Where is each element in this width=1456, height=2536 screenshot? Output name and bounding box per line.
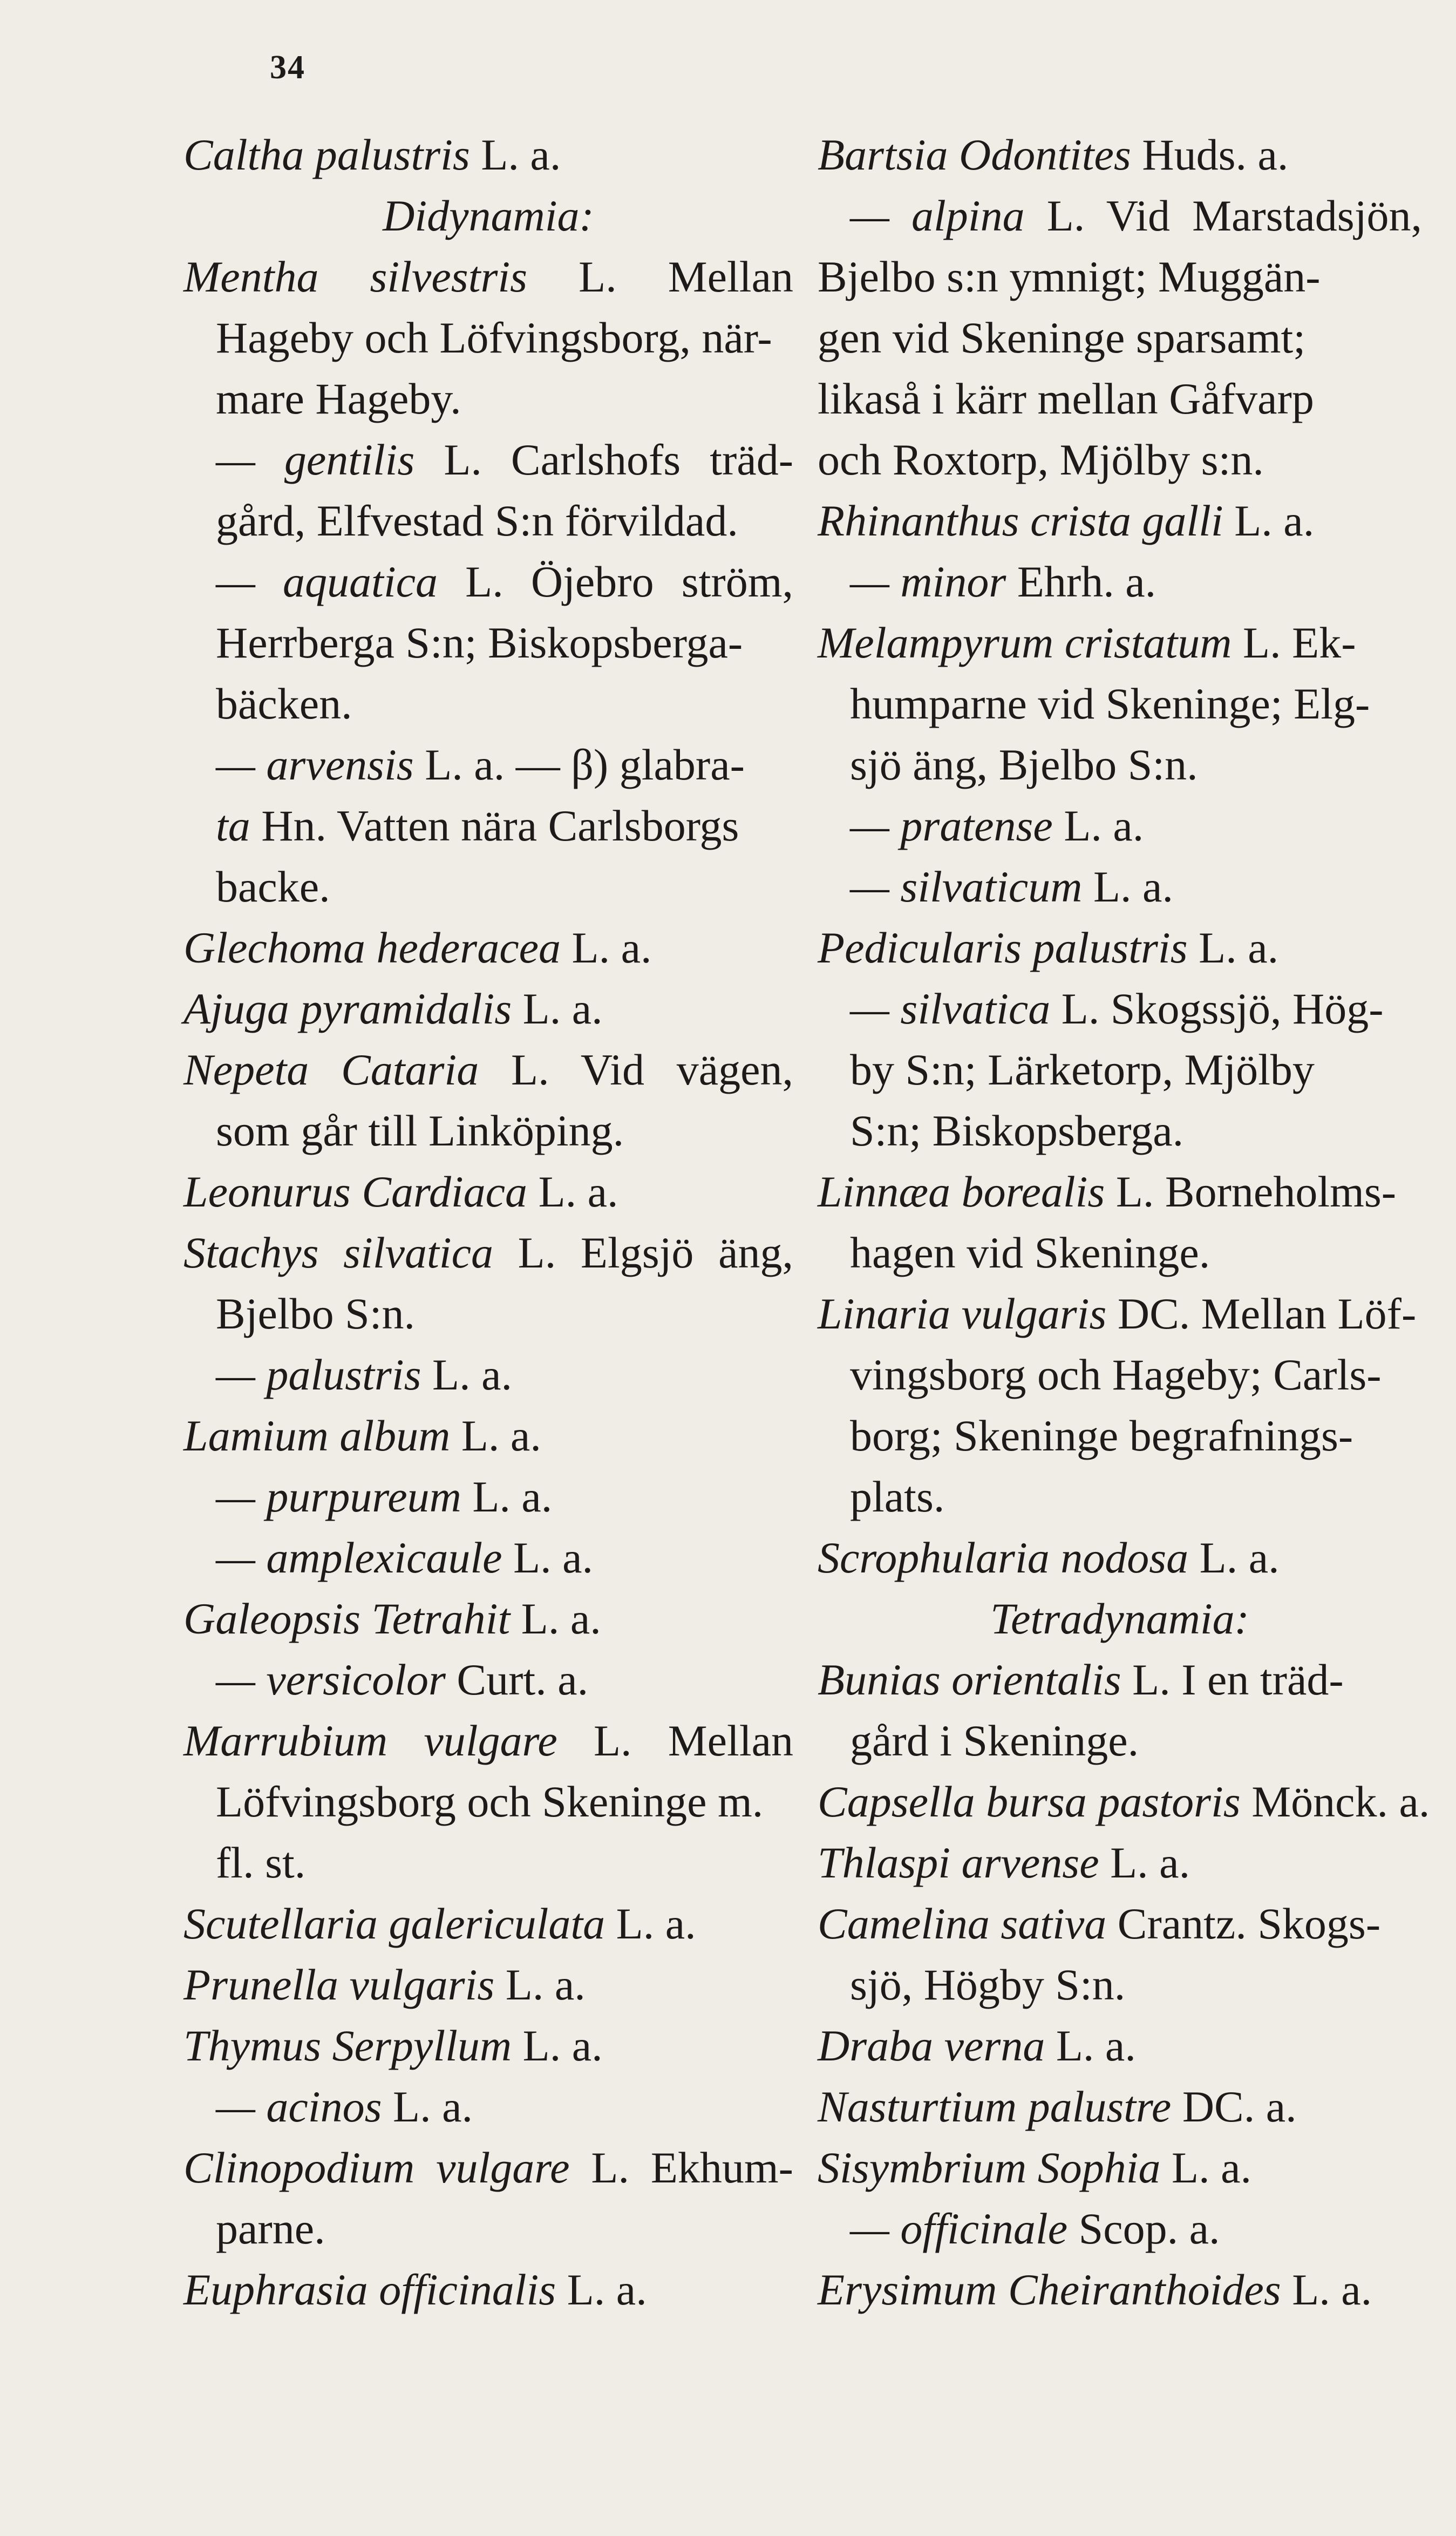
entry-text: sjö, Högby S:n. xyxy=(850,1960,1126,2009)
text-line xyxy=(183,2076,793,2137)
species-name: Bartsia Odontites xyxy=(818,130,1131,179)
text-line xyxy=(183,2259,793,2320)
text-line xyxy=(183,1161,793,1222)
species-name: Capsella bursa pastoris xyxy=(818,1777,1241,1826)
text-line xyxy=(818,1710,1422,1771)
entry-text: L. Carlshofs träd- xyxy=(414,435,793,484)
text-line xyxy=(183,1588,793,1649)
entry-text: L. a. xyxy=(450,1411,541,1460)
text-line xyxy=(183,612,793,673)
entry-text: Hn. Vatten nära Carlsborgs xyxy=(250,801,739,850)
text-line xyxy=(818,917,1422,978)
text-line xyxy=(818,1771,1430,1832)
entry-text: L. a. xyxy=(1223,496,1315,545)
species-name: — acinos xyxy=(216,2082,382,2131)
text-line xyxy=(818,124,1422,185)
species-name: Didynamia: xyxy=(383,191,594,240)
text-line xyxy=(818,185,1422,246)
entry-text: L. a. xyxy=(605,1899,696,1948)
page-number: 34 xyxy=(270,49,305,86)
entry-text: DC. Mellan Löf- xyxy=(1106,1289,1417,1338)
species-name: Ajuga pyramidalis xyxy=(183,984,512,1033)
text-line xyxy=(183,856,793,917)
text-line xyxy=(183,185,793,246)
entry-text: L. a. xyxy=(382,2082,473,2131)
text-line xyxy=(183,917,793,978)
text-line xyxy=(818,2198,1422,2259)
species-name: — palustris xyxy=(216,1350,421,1399)
entry-text: Ehrh. a. xyxy=(1006,557,1156,606)
species-name: — alpina xyxy=(850,191,1025,240)
species-name: — arvensis xyxy=(216,740,414,789)
entry-text: mare Hageby. xyxy=(216,374,461,423)
text-line xyxy=(183,1710,793,1771)
species-name: — pratense xyxy=(850,801,1053,850)
entry-text: gen vid Skeninge sparsamt; xyxy=(818,313,1306,362)
text-line xyxy=(818,1405,1422,1466)
entry-text: L. Mellan xyxy=(557,1716,793,1765)
entry-text: L. a. xyxy=(1281,2265,1372,2314)
species-name: Scutellaria galericulata xyxy=(183,1899,605,1948)
text-line xyxy=(818,734,1422,795)
text-line xyxy=(183,429,793,490)
entry-text: Herrberga S:n; Biskopsberga- xyxy=(216,618,743,667)
entry-text: Curt. a. xyxy=(445,1655,589,1704)
entry-text: L. a. xyxy=(512,984,603,1033)
text-line xyxy=(183,1344,793,1405)
left-column xyxy=(183,124,793,2320)
entry-text: L. a. xyxy=(510,1594,601,1643)
text-line xyxy=(183,490,793,551)
text-line xyxy=(183,246,793,307)
text-line xyxy=(818,551,1422,612)
text-line xyxy=(183,368,793,429)
text-line xyxy=(818,673,1422,734)
entry-text: L. Skogssjö, Hög- xyxy=(1050,984,1384,1033)
entry-text: L. Öjebro ström, xyxy=(438,557,793,606)
text-line xyxy=(818,612,1422,673)
species-name: — minor xyxy=(850,557,1006,606)
species-name: Bunias orientalis xyxy=(818,1655,1121,1704)
text-line xyxy=(183,1100,793,1161)
entry-text: Löfvingsborg och Skeninge m. xyxy=(216,1777,764,1826)
text-line xyxy=(818,1283,1422,1344)
entry-text: som går till Linköping. xyxy=(216,1106,624,1155)
entry-text: gård, Elfvestad S:n förvildad. xyxy=(216,496,738,545)
species-name: Prunella vulgaris xyxy=(183,1960,495,2009)
entry-text: L. a. xyxy=(1052,801,1144,850)
entry-text: borg; Skeninge begrafnings- xyxy=(850,1411,1353,1460)
text-line xyxy=(818,368,1422,429)
entry-text: L. Elgsjö äng, xyxy=(493,1228,793,1277)
species-name: Euphrasia officinalis xyxy=(183,2265,556,2314)
entry-text: L. Borneholms- xyxy=(1105,1167,1397,1216)
entry-text: L. a. xyxy=(470,130,561,179)
species-name: Sisymbrium Sophia xyxy=(818,2143,1161,2192)
text-line xyxy=(183,1893,793,1954)
text-line xyxy=(183,1832,793,1893)
species-name: — amplexicaule xyxy=(216,1533,502,1582)
text-line xyxy=(818,1832,1422,1893)
species-name: Stachys silvatica xyxy=(183,1228,493,1277)
species-name: Linaria vulgaris xyxy=(818,1289,1107,1338)
entry-text: L. a. xyxy=(527,1167,618,1216)
entry-text: L. a. xyxy=(502,1533,594,1582)
species-name: Nepeta Cataria xyxy=(183,1045,479,1094)
species-name: Thymus Serpyllum xyxy=(183,2021,512,2070)
entry-text: vingsborg och Hageby; Carls- xyxy=(850,1350,1382,1399)
entry-text: plats. xyxy=(850,1472,945,1521)
species-name: Caltha palustris xyxy=(183,130,470,179)
entry-text: L. Ekhum- xyxy=(569,2143,793,2192)
text-line xyxy=(818,2259,1422,2320)
entry-text: L. a. xyxy=(1099,1838,1190,1887)
entry-text: och Roxtorp, Mjölby s:n. xyxy=(818,435,1264,484)
entry-text: L. a. xyxy=(461,1472,553,1521)
text-line xyxy=(818,1222,1422,1283)
text-line xyxy=(818,2076,1422,2137)
text-line xyxy=(183,795,793,856)
text-line xyxy=(183,1466,793,1527)
text-line xyxy=(818,1039,1422,1100)
text-line xyxy=(818,1161,1422,1222)
species-name: — aquatica xyxy=(216,557,438,606)
entry-text: Hageby och Löfvingsborg, när- xyxy=(216,313,772,362)
entry-text: L. a. xyxy=(1160,2143,1251,2192)
entry-text: hagen vid Skeninge. xyxy=(850,1228,1210,1277)
text-line xyxy=(818,1344,1422,1405)
text-line xyxy=(818,856,1422,917)
text-line xyxy=(818,1649,1422,1710)
text-line xyxy=(818,1893,1422,1954)
text-line xyxy=(818,795,1422,856)
species-name: — officinale xyxy=(850,2204,1068,2253)
entry-text: L. Vid vägen, xyxy=(479,1045,794,1094)
entry-text: fl. st. xyxy=(216,1838,306,1887)
entry-text: L. a. xyxy=(1082,862,1173,911)
entry-text: L. Ek- xyxy=(1232,618,1356,667)
entry-text: Scop. a. xyxy=(1067,2204,1220,2253)
text-line xyxy=(818,978,1422,1039)
text-line xyxy=(818,1466,1422,1527)
species-name: Linnæa borealis xyxy=(818,1167,1105,1216)
entry-text: bäcken. xyxy=(216,679,352,728)
species-name: Galeopsis Tetrahit xyxy=(183,1594,511,1643)
entry-text: L. a. — β) glabra- xyxy=(413,740,745,789)
text-line xyxy=(818,1100,1422,1161)
text-line xyxy=(818,429,1422,490)
text-line xyxy=(183,1222,793,1283)
text-line xyxy=(183,1954,793,2015)
text-line xyxy=(183,1527,793,1588)
entry-text: Huds. a. xyxy=(1131,130,1289,179)
species-name: Mentha silvestris xyxy=(183,252,528,301)
text-line xyxy=(818,1588,1422,1649)
entry-text: likaså i kärr mellan Gåfvarp xyxy=(818,374,1314,423)
text-line xyxy=(818,246,1422,307)
species-name: Rhinanthus crista galli xyxy=(818,496,1223,545)
text-line xyxy=(183,2015,793,2076)
species-name: — purpureum xyxy=(216,1472,461,1521)
text-line xyxy=(818,2015,1422,2076)
species-name: Clinopodium vulgare xyxy=(183,2143,570,2192)
species-name: Pedicularis palustris xyxy=(818,923,1188,972)
entry-text: backe. xyxy=(216,862,330,911)
text-line xyxy=(818,490,1422,551)
species-name: Scrophularia nodosa xyxy=(818,1533,1189,1582)
entry-text: sjö äng, Bjelbo S:n. xyxy=(850,740,1198,789)
text-line xyxy=(183,1771,793,1832)
species-name: Glechoma hederacea xyxy=(183,923,561,972)
text-line xyxy=(818,1954,1422,2015)
text-line xyxy=(818,1527,1422,1588)
entry-text: L. a. xyxy=(1188,1533,1280,1582)
species-name: Erysimum Cheiranthoides xyxy=(818,2265,1281,2314)
species-name: Lamium album xyxy=(183,1411,451,1460)
text-line xyxy=(183,551,793,612)
species-name: Nasturtium palustre xyxy=(818,2082,1172,2131)
text-line xyxy=(183,2198,793,2259)
text-line xyxy=(818,307,1422,368)
entry-text: by S:n; Lärketorp, Mjölby xyxy=(850,1045,1315,1094)
species-name: — gentilis xyxy=(216,435,415,484)
entry-text: L. I en träd- xyxy=(1121,1655,1344,1704)
species-name: Leonurus Cardiaca xyxy=(183,1167,528,1216)
entry-text: L. a. xyxy=(421,1350,512,1399)
text-line xyxy=(183,307,793,368)
species-name: Camelina sativa xyxy=(818,1899,1107,1948)
species-name: Marrubium vulgare xyxy=(183,1716,557,1765)
right-column xyxy=(818,124,1430,2320)
species-name: Draba verna xyxy=(818,2021,1045,2070)
text-line xyxy=(183,2137,793,2198)
text-line xyxy=(183,1039,793,1100)
entry-text: Crantz. Skogs- xyxy=(1106,1899,1381,1948)
entry-text: humparne vid Skeninge; Elg- xyxy=(850,679,1370,728)
text-line xyxy=(183,673,793,734)
species-name: Thlaspi arvense xyxy=(818,1838,1099,1887)
text-line xyxy=(183,734,793,795)
entry-text: L. Mellan xyxy=(527,252,793,301)
entry-text: S:n; Biskopsberga. xyxy=(850,1106,1184,1155)
entry-text: L. a. xyxy=(512,2021,603,2070)
text-line xyxy=(183,978,793,1039)
entry-text: Bjelbo s:n ymnigt; Muggän- xyxy=(818,252,1321,301)
entry-text: Mönck. a. xyxy=(1240,1777,1430,1826)
entry-text: L. Vid Marstadsjön, xyxy=(1024,191,1422,240)
text-line xyxy=(818,2137,1422,2198)
text-line xyxy=(183,1405,793,1466)
species-name: Tetradynamia: xyxy=(990,1594,1249,1643)
species-name: — versicolor xyxy=(216,1655,446,1704)
entry-text: parne. xyxy=(216,2204,325,2253)
text-line xyxy=(183,1283,793,1344)
text-line xyxy=(183,1649,793,1710)
entry-text: L. a. xyxy=(494,1960,586,2009)
species-name: Melampyrum cristatum xyxy=(818,618,1232,667)
entry-text: gård i Skeninge. xyxy=(850,1716,1139,1765)
species-name: ta xyxy=(216,801,250,850)
species-name: — silvatica xyxy=(850,984,1051,1033)
entry-text: DC. a. xyxy=(1171,2082,1297,2131)
entry-text: L. a. xyxy=(1045,2021,1136,2070)
entry-text: L. a. xyxy=(1187,923,1279,972)
entry-text: Bjelbo S:n. xyxy=(216,1289,416,1338)
entry-text: L. a. xyxy=(561,923,652,972)
text-line xyxy=(183,124,793,185)
entry-text: L. a. xyxy=(556,2265,647,2314)
species-name: — silvaticum xyxy=(850,862,1083,911)
